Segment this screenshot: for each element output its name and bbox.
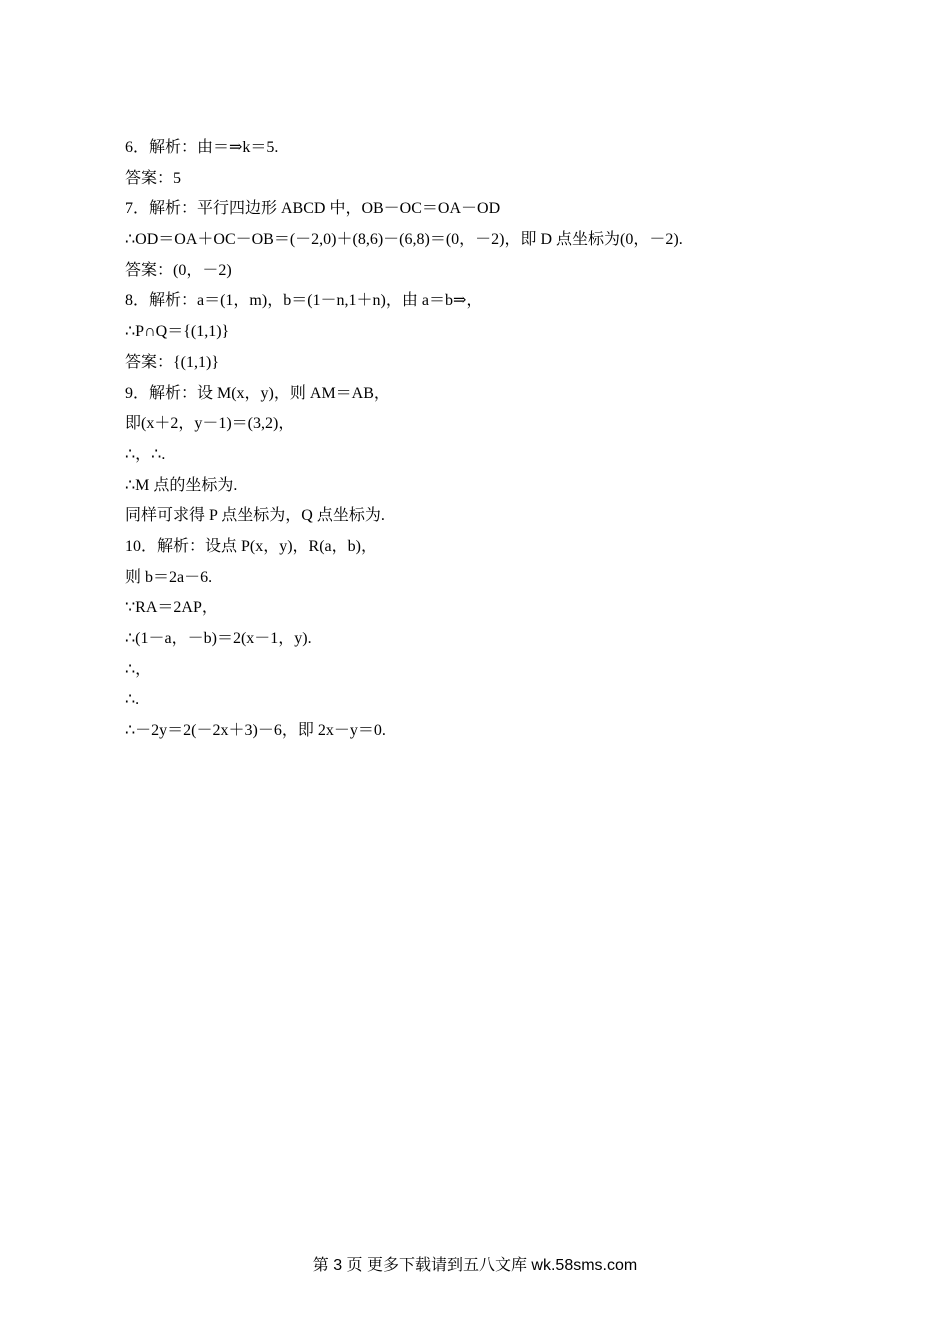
solution-10-step-2: ∵RA＝2AP， [125,599,218,617]
solution-10-analysis: 10．解析：设点 P(x，y)，R(a，b)， [125,537,377,555]
solution-10-step-4: ∴， [125,660,152,678]
solution-9-step-4: 同样可求得 P 点坐标为，Q 点坐标为. [125,507,385,525]
solution-8-analysis: 8．解析：a＝(1，m)，b＝(1－n,1＋n)，由 a＝b⇒， [125,292,483,310]
solution-8-derivation: ∴P∩Q＝{(1,1)} [125,323,230,341]
solution-7-derivation: ∴OD＝OA＋OC－OB＝(－2,0)＋(8,6)－(6,8)＝(0，－2)，即 D 点坐标为(0，－2). [125,231,683,249]
solution-8-answer: 答案：{(1,1)} [125,353,220,371]
solution-10-step-1: 则 b＝2a－6. [125,568,213,586]
solutions-text [125,133,825,747]
solution-7-analysis: 7．解析：平行四边形 ABCD 中，OB－OC＝OA－OD [125,200,501,218]
solution-9-step-2: ∴，∴. [125,445,166,463]
solution-10-step-6: ∴－2y＝2(－2x＋3)－6，即 2x－y＝0. [125,722,386,740]
solution-9-step-1: 即(x＋2，y－1)＝(3,2)， [125,415,295,433]
page-footer: 第 3 页 更多下载请到五八文库 wk.58sms.com [312,1257,638,1274]
solution-10-step-3: ∴(1－a，－b)＝2(x－1，y). [125,630,312,647]
solution-6-analysis: 6．解析：由＝⇒k＝5. [125,139,279,156]
solution-10-step-5: ∴. [125,691,140,709]
solution-9-analysis: 9．解析：设 M(x，y)，则 AM＝AB， [125,384,390,402]
solution-6-answer: 答案：5 [125,169,182,187]
solution-7-answer: 答案：(0，－2) [125,261,232,279]
solution-9-step-3: ∴M 点的坐标为. [125,476,238,494]
